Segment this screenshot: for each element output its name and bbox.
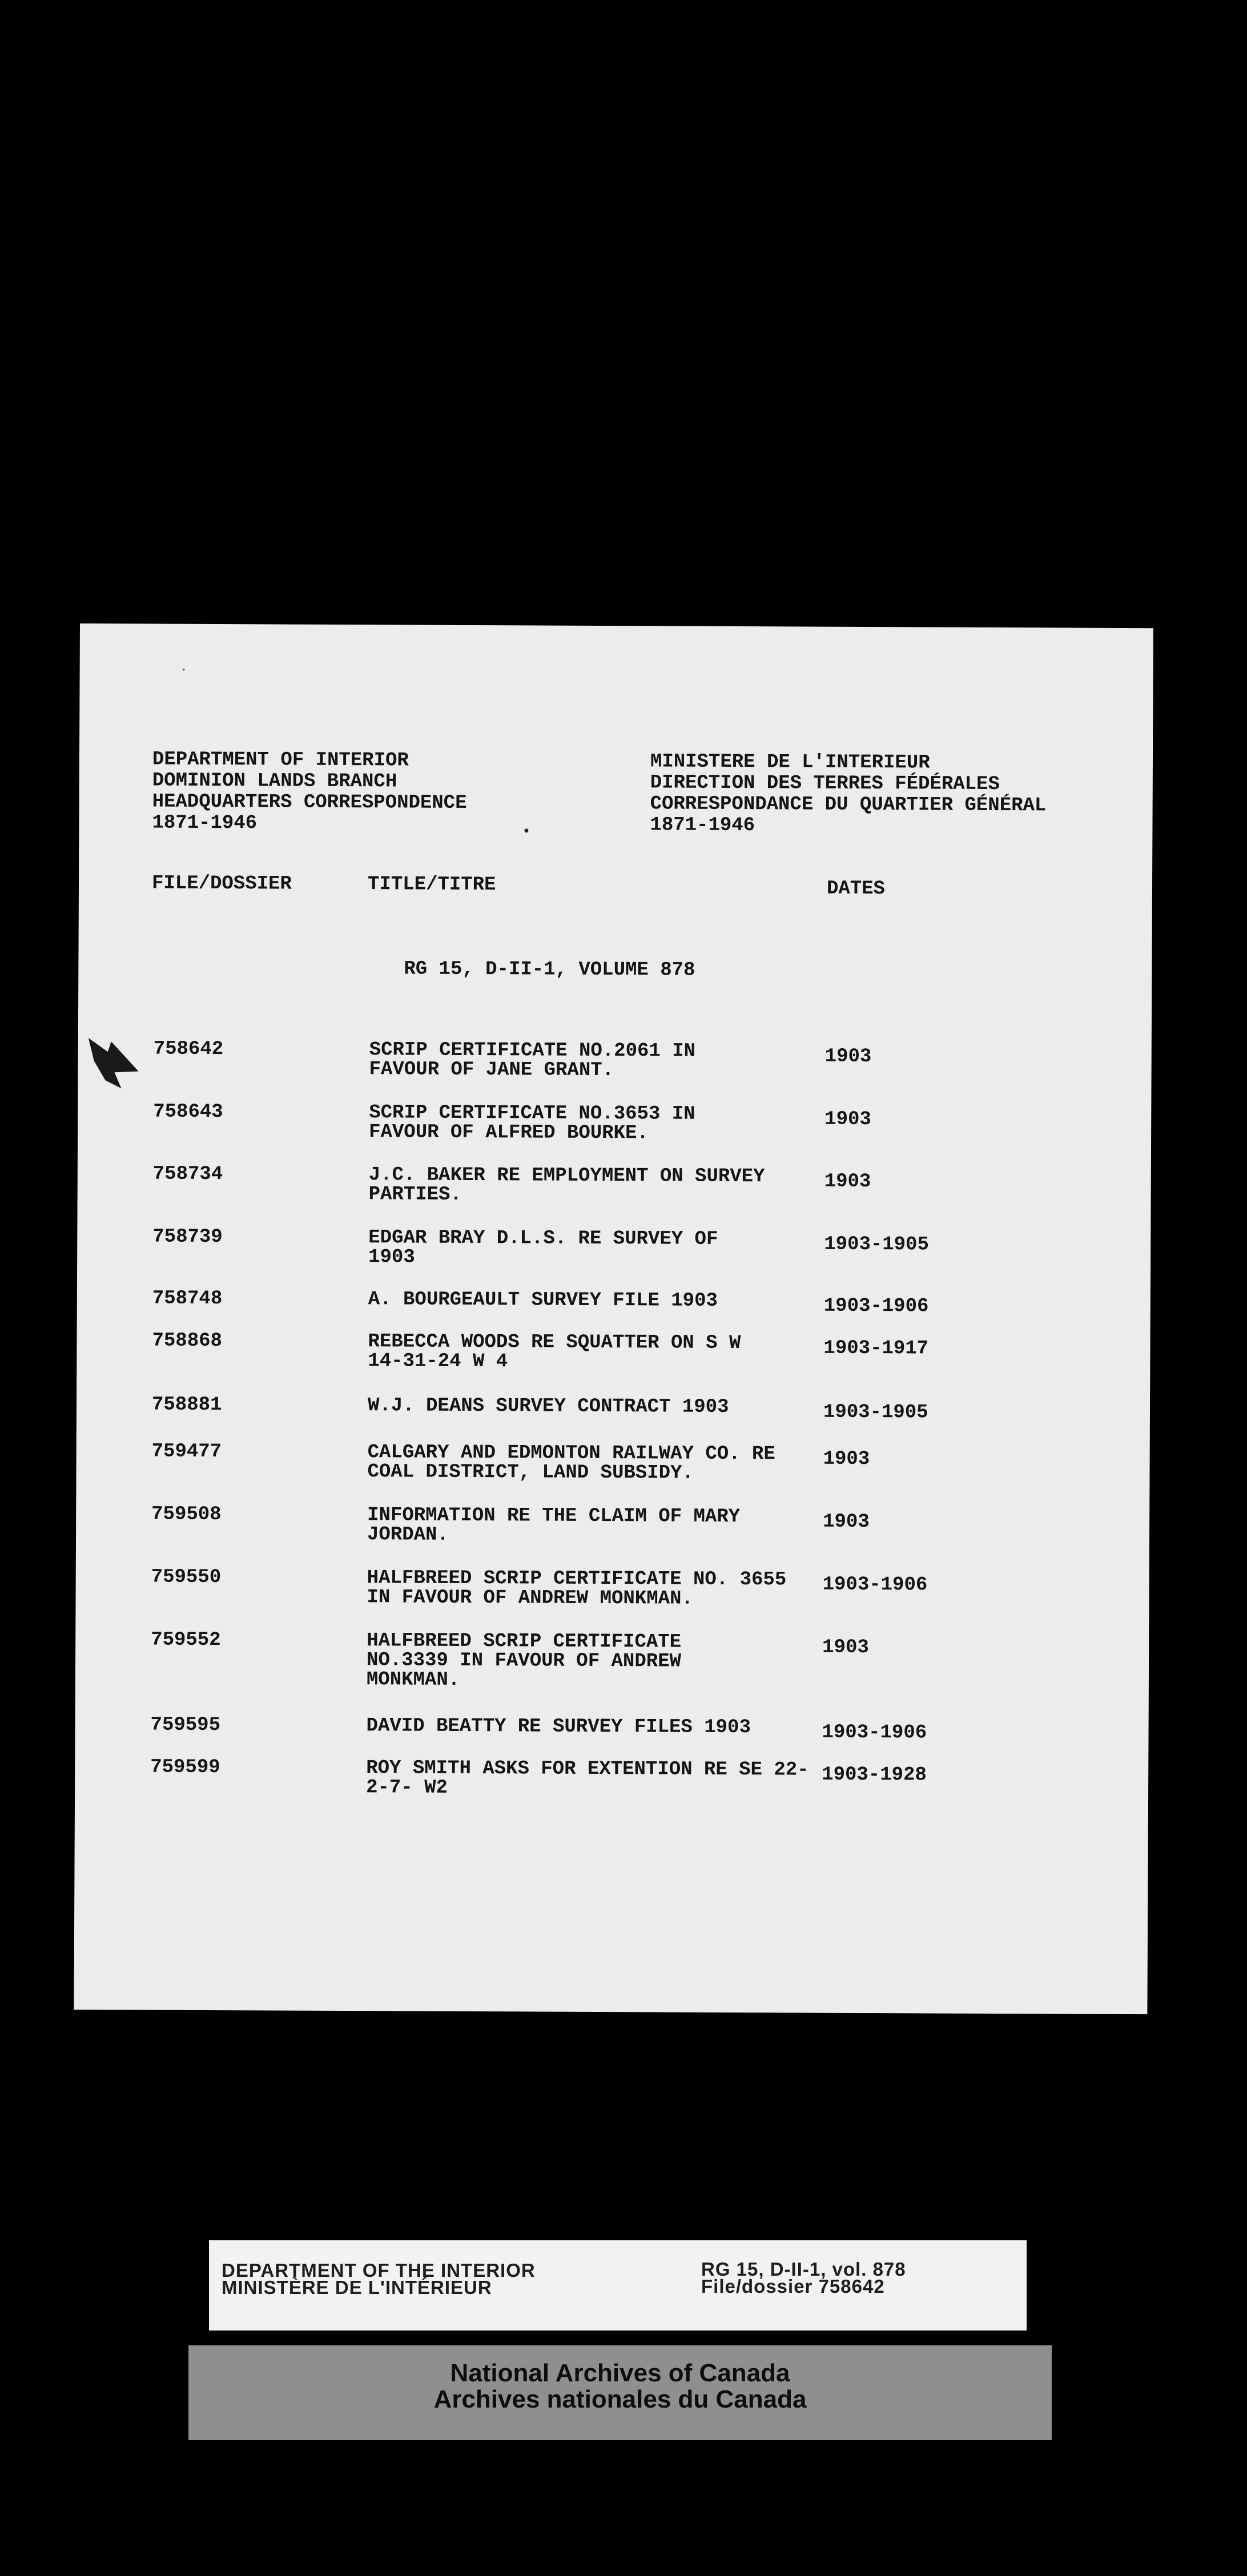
table-row xyxy=(75,1629,1149,1691)
file-title: HALFBREED SCRIP CERTIFICATE NO.3339 IN FAVOUR OF ANDREW MONKMAN. xyxy=(366,1630,682,1691)
volume-reference: RG 15, D-II-1, VOLUME 878 xyxy=(404,958,695,981)
table-row xyxy=(76,1503,1149,1553)
label-reference: RG 15, D-II-1, vol. 878 File/dossier 758642 xyxy=(701,2259,906,2297)
label-department: DEPARTMENT OF THE INTERIOR MINISTÈRE DE L'INTÉRIEUR xyxy=(222,2260,536,2298)
file-title: CALGARY AND EDMONTON RAILWAY CO. RE COAL DISTRICT, LAND SUBSIDY. xyxy=(367,1442,775,1484)
file-dates: 1903 xyxy=(824,1108,871,1131)
file-dates: 1903-1917 xyxy=(823,1337,929,1360)
file-dates: 1903 xyxy=(823,1511,870,1533)
file-number: 758748 xyxy=(152,1287,223,1310)
table-row xyxy=(75,1756,1148,1806)
column-header-file: FILE/DOSSIER xyxy=(151,872,292,895)
file-title: SCRIP CERTIFICATE NO.2061 IN FAVOUR OF JANE GRANT. xyxy=(369,1039,696,1082)
archive-label xyxy=(209,2240,1027,2331)
file-title: HALFBREED SCRIP CERTIFICATE NO. 3655 IN FAVOUR OF ANDREW MONKMAN. xyxy=(367,1567,787,1610)
file-title: J.C. BAKER RE EMPLOYMENT ON SURVEY PARTIES. xyxy=(368,1164,765,1206)
table-row xyxy=(77,1330,1150,1380)
file-number: 759552 xyxy=(151,1629,221,1652)
file-number: 758739 xyxy=(152,1226,223,1249)
table-row xyxy=(76,1440,1149,1491)
stamp-line-french: Archives nationales du Canada xyxy=(433,2385,807,2413)
file-title: SCRIP CERTIFICATE NO.3653 IN FAVOUR OF ALFRED BOURKE. xyxy=(369,1102,695,1145)
file-number: 759550 xyxy=(151,1566,222,1589)
header-right: MINISTERE DE L'INTERIEUR DIRECTION DES TERRES FÉDÉRALES CORRESPONDANCE DU QUARTIER GÉNÉRAL 1871-1946 xyxy=(650,751,1047,837)
file-title: A. BOURGEAULT SURVEY FILE 1903 xyxy=(368,1289,718,1312)
file-dates: 1903-1906 xyxy=(822,1721,927,1744)
file-number: 759599 xyxy=(150,1756,220,1779)
column-header-dates: DATES xyxy=(826,878,886,900)
file-number: 759477 xyxy=(151,1440,222,1463)
file-title: W.J. DEANS SURVEY CONTRACT 1903 xyxy=(367,1395,729,1418)
file-title: EDGAR BRAY D.L.S. RE SURVEY OF 1903 xyxy=(368,1227,718,1269)
file-title: INFORMATION RE THE CLAIM OF MARY JORDAN. xyxy=(367,1504,741,1546)
file-dates: 1903-1928 xyxy=(822,1764,927,1786)
column-header-title: TITLE/TITRE xyxy=(367,874,496,896)
file-number: 758881 xyxy=(151,1394,222,1416)
table-row xyxy=(75,1566,1149,1616)
file-dates: 1903 xyxy=(824,1045,872,1068)
file-number: 759508 xyxy=(151,1503,222,1526)
file-number: 758734 xyxy=(152,1163,223,1186)
header-left: DEPARTMENT OF INTERIOR DOMINION LANDS BRANCH HEADQUARTERS CORRESPONDENCE 1871-1946 xyxy=(152,748,467,835)
file-dates: 1903-1906 xyxy=(823,1295,929,1318)
file-dates: 1903 xyxy=(824,1170,871,1193)
paper-speck xyxy=(183,669,185,671)
file-dates: 1903-1905 xyxy=(824,1233,929,1256)
document-sheet xyxy=(74,623,1153,2014)
file-number: 759595 xyxy=(150,1714,221,1737)
file-number: 758868 xyxy=(152,1330,223,1353)
file-dates: 1903-1906 xyxy=(822,1573,928,1596)
file-number: 758642 xyxy=(153,1038,224,1061)
table-row xyxy=(78,1163,1151,1213)
file-dates: 1903-1905 xyxy=(823,1401,928,1424)
file-dates: 1903 xyxy=(823,1448,870,1471)
table-row xyxy=(77,1394,1150,1444)
stray-dot xyxy=(524,828,528,832)
file-title: REBECCA WOODS RE SQUATTER ON S W 14-31-24 W 4 xyxy=(368,1331,741,1373)
stamp-line-english: National Archives of Canada xyxy=(450,2359,790,2387)
file-dates: 1903 xyxy=(822,1636,869,1659)
table-row xyxy=(77,1226,1151,1276)
file-title: ROY SMITH ASKS FOR EXTENTION RE SE 22-2-7- W2 xyxy=(366,1757,809,1799)
archives-stamp xyxy=(188,2345,1052,2440)
file-title: DAVID BEATTY RE SURVEY FILES 1903 xyxy=(366,1715,751,1739)
file-number: 758643 xyxy=(153,1101,223,1124)
table-row xyxy=(78,1101,1151,1151)
table-row xyxy=(78,1038,1151,1088)
